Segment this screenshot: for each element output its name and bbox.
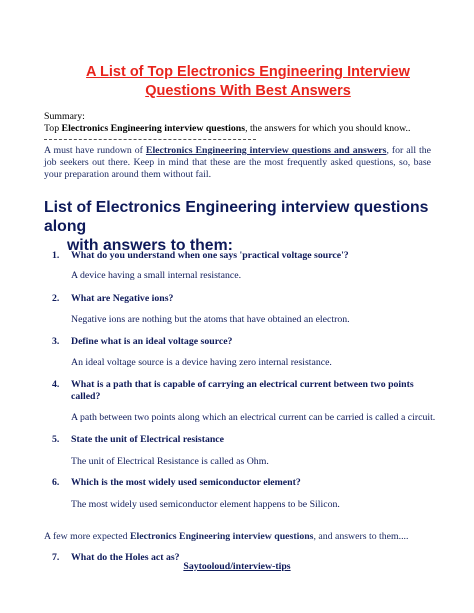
question-number: 5. (52, 434, 60, 445)
section-heading-line2: with answers to them: (67, 237, 233, 254)
question-number: 3. (52, 336, 60, 347)
summary-bold: Electronics Engineering interview questions (61, 123, 246, 134)
question-text: What are Negative ions? (71, 293, 174, 304)
question-text: What do the Holes act as? (71, 552, 180, 563)
summary-pre: Top (44, 123, 62, 134)
question-text: What do you understand when one says 'practical voltage source'? (71, 250, 349, 261)
question-number: 1. (52, 250, 60, 261)
page-title: A List of Top Electronics Engineering Interview Questions With Best Answers (86, 64, 410, 99)
answer-text: An ideal voltage source is a device having zero internal resistance. (71, 357, 332, 368)
summary-text (44, 123, 410, 135)
question-number: 4. (52, 379, 60, 390)
summary-post: , the answers for which you should know.. (245, 123, 411, 134)
section-heading (44, 198, 444, 255)
answer-text: Negative ions are nothing but the atoms that have obtained an electron. (71, 314, 350, 325)
summary-label: Summary: (44, 111, 85, 122)
footer-link[interactable]: Saytooloud/interview-tips (183, 561, 291, 572)
question-number: 2. (52, 293, 60, 304)
more-pre: A few more expected (44, 531, 130, 542)
question-text: Define what is an ideal voltage source? (71, 336, 233, 347)
intro-pre: A must have rundown of (44, 145, 146, 156)
question-number: 7. (52, 552, 60, 563)
answer-text: A device having a small internal resistance. (71, 270, 242, 281)
separator-line (44, 139, 256, 140)
section-heading-line1: List of Electronics Engineering interview questions along (44, 199, 429, 235)
more-bold: Electronics Engineering interview questions (129, 531, 314, 542)
intro-paragraph (44, 145, 431, 181)
answer-text: The most widely used semiconductor element happens to be Silicon. (71, 499, 340, 510)
question-text: Which is the most widely used semiconductor element? (71, 477, 301, 488)
answer-text: The unit of Electrical Resistance is called as Ohm. (71, 456, 269, 467)
intro-post: , for all the job seekers out there. Keep in mind that these are the most frequently asked questions, so, base your preparation around them without fail. (44, 145, 432, 180)
question-text: State the unit of Electrical resistance (71, 434, 224, 445)
question-number: 6. (52, 477, 60, 488)
answer-text: A path between two points along which an electrical current can be carried is called a circuit. (71, 412, 436, 423)
more-post: , and answers to them.... (313, 531, 409, 542)
intro-link[interactable]: Electronics Engineering interview questions and answers (145, 145, 387, 156)
more-questions-line (44, 531, 408, 543)
question-text: What is a path that is capable of carrying an electrical current between two points called? (71, 379, 414, 402)
